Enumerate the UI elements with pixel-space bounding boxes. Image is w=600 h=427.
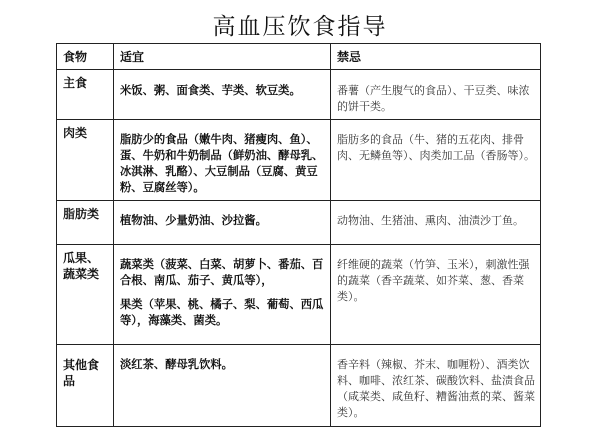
suitable-other: 淡红茶、酵母乳饮料。 (114, 345, 331, 427)
avoid-other: 香辛料（辣椒、芥末、咖喱粉）、酒类饮料、咖啡、浓红茶、碳酸饮料、盐渍食品（咸菜类、咸鱼籽、糟酱油煮的菜、酱菜类）。 (331, 345, 541, 427)
table-row (57, 120, 541, 201)
suitable-fat: 植物油、少量奶油、沙拉酱。 (114, 201, 331, 245)
table-row (57, 245, 541, 345)
diet-guide-table (56, 43, 541, 427)
food-fruit-veg: 瓜果、蔬菜类 (57, 245, 114, 345)
avoid-fruit-veg: 纤维硬的蔬菜（竹笋、玉米），刺激性强的蔬菜（香辛蔬菜、如芥菜、葱、香菜类）。 (331, 245, 541, 345)
avoid-meat: 脂肪多的食品（牛、猪的五花肉、排骨肉、无鳞鱼等）、肉类加工品（香肠等）。 (331, 120, 541, 201)
header-suitable: 适宜 (114, 44, 331, 70)
suitable-vegetables: 蔬菜类（菠菜、白菜、胡萝卜、番茄、百合根、南瓜、茄子、黄瓜等）， (120, 258, 324, 287)
suitable-staple: 米饭、粥、面食类、芋类、软豆类。 (114, 70, 331, 120)
avoid-staple: 番薯（产生腹气的食品）、干豆类、味浓的饼干类。 (331, 70, 541, 120)
suitable-meat: 脂肪少的食品（嫩牛肉、猪瘦肉、鱼）、蛋、牛奶和牛奶制品（鲜奶油、酵母乳、冰淇淋、乳酪）、大豆制品（豆腐、黄豆粉、豆腐丝等）。 (114, 120, 331, 201)
table-row (57, 201, 541, 245)
food-other: 其他食品 (57, 345, 114, 427)
avoid-fat: 动物油、生猪油、熏肉、油渍沙丁鱼。 (331, 201, 541, 245)
page-title: 高血压饮食指导 (212, 14, 388, 40)
header-food: 食物 (57, 44, 114, 70)
suitable-fruit-veg (114, 245, 331, 345)
table-header-row (57, 44, 541, 70)
food-staple: 主食 (57, 70, 114, 120)
table-row (57, 70, 541, 120)
header-avoid: 禁忌 (331, 44, 541, 70)
food-fat: 脂肪类 (57, 201, 114, 245)
table-row (57, 345, 541, 427)
food-meat: 肉类 (57, 120, 114, 201)
suitable-fruits: 果类（苹果、桃、橘子、梨、葡萄、西瓜等），海藻类、菌类。 (120, 298, 324, 327)
